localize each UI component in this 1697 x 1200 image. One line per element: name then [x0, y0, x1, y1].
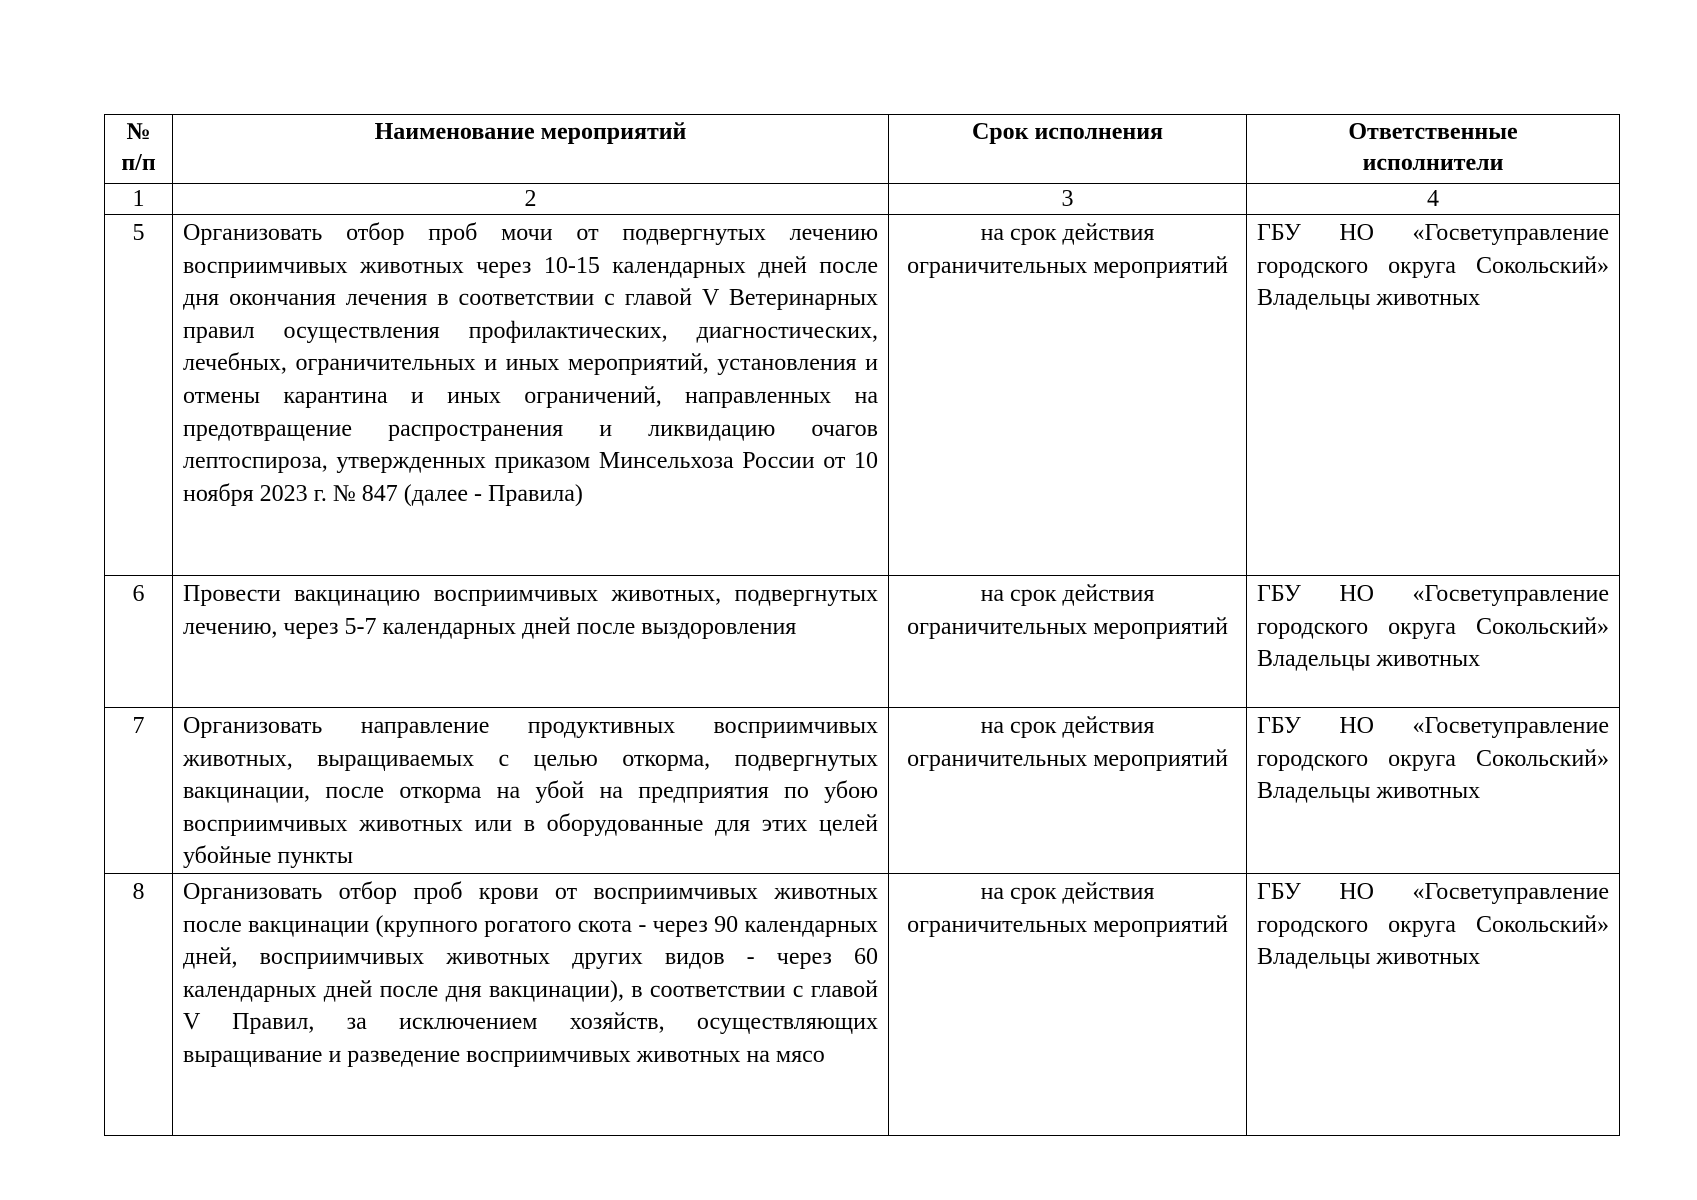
header-responsible: Ответственные исполнители — [1247, 115, 1620, 184]
column-number: 3 — [889, 184, 1247, 215]
table-row — [105, 873, 1620, 1135]
measure-term: на срок действия ограничительных мероприятий — [889, 708, 1247, 874]
measures-table — [104, 114, 1620, 1136]
header-name: Наименование мероприятий — [173, 115, 889, 184]
table-row — [105, 576, 1620, 708]
responsible-owner: Владельцы животных — [1257, 646, 1481, 673]
row-number: 7 — [105, 708, 173, 874]
responsible-owner: Владельцы животных — [1257, 285, 1481, 312]
measure-responsible — [1247, 576, 1620, 708]
responsible-owner: Владельцы животных — [1257, 778, 1481, 805]
table-header-row — [105, 115, 1620, 184]
measure-name: Организовать отбор проб крови от восприимчивых животных после вакцинации (крупного рогатого скота - через 90 календарных дней, восприимчивых животных других видов - через 60 календарных дней после дня вакцинации), в соответствии с главой V Правил, за исключением хозяйств, осуществляющих выращивание и разведение восприимчивых животных на мясо — [173, 873, 889, 1135]
measure-term: на срок действия ограничительных мероприятий — [889, 873, 1247, 1135]
column-number-row — [105, 184, 1620, 215]
measure-responsible — [1247, 873, 1620, 1135]
responsible-organization: ГБУ НО «Госветуправление городского округа Сокольский» — [1257, 220, 1609, 279]
responsible-organization: ГБУ НО «Госветуправление городского округа Сокольский» — [1257, 713, 1609, 772]
measure-responsible — [1247, 215, 1620, 576]
measure-responsible — [1247, 708, 1620, 874]
measure-name: Провести вакцинацию восприимчивых животных, подвергнутых лечению, через 5-7 календарных дней после выздоровления — [173, 576, 889, 708]
column-number: 4 — [1247, 184, 1620, 215]
responsible-owner: Владельцы животных — [1257, 944, 1481, 971]
measure-term: на срок действия ограничительных мероприятий — [889, 576, 1247, 708]
measure-name: Организовать отбор проб мочи от подвергнутых лечению восприимчивых животных через 10-15 календарных дней после дня окончания лечения в соответствии с главой V Ветеринарных правил осуществления профилактических, диагностических, лечебных, ограничительных и иных мероприятий, установления и отмены карантина и иных ограничений, направленных на предотвращение распространения и ликвидацию очагов лептоспироза, утвержденных приказом Минсельхоза России от 10 ноября 2023 г. № 847 (далее - Правила) — [173, 215, 889, 576]
responsible-organization: ГБУ НО «Госветуправление городского округа Сокольский» — [1257, 878, 1609, 938]
header-term: Срок исполнения — [889, 115, 1247, 184]
measure-name: Организовать направление продуктивных восприимчивых животных, выращиваемых с целью откорма, подвергнутых вакцинации, после откорма на убой на предприятия по убою восприимчивых животных или в оборудованные для этих целей убойные пункты — [173, 708, 889, 874]
column-number: 2 — [173, 184, 889, 215]
column-number: 1 — [105, 184, 173, 215]
row-number: 5 — [105, 215, 173, 576]
measure-term: на срок действия ограничительных мероприятий — [889, 215, 1247, 576]
responsible-organization: ГБУ НО «Госветуправление городского округа Сокольский» — [1257, 581, 1609, 640]
row-number: 6 — [105, 576, 173, 708]
table-row — [105, 215, 1620, 576]
table-row — [105, 708, 1620, 874]
header-num: № п/п — [105, 115, 173, 184]
row-number: 8 — [105, 873, 173, 1135]
